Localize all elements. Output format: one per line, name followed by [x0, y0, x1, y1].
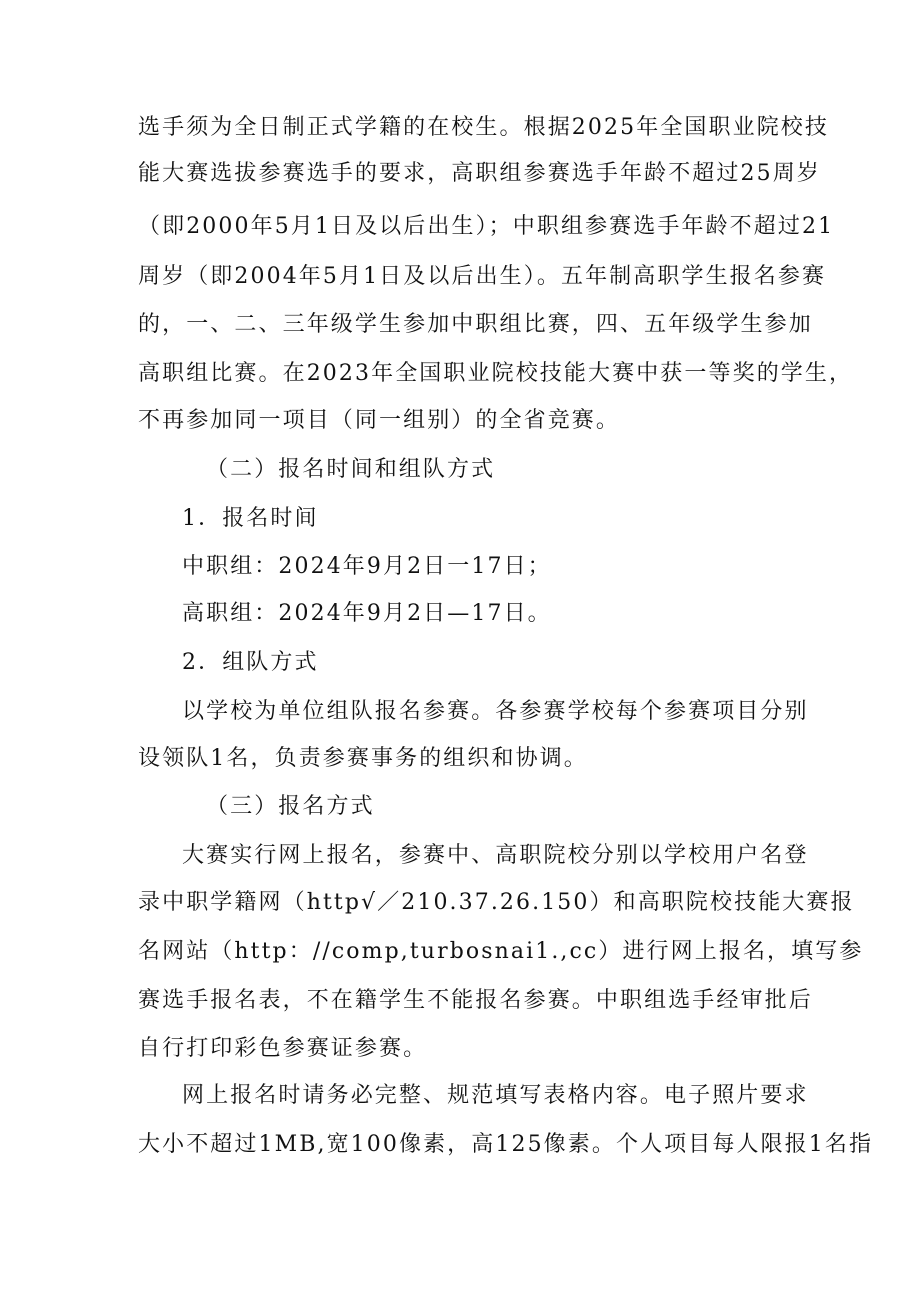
paragraph-line: 能大赛选拔参赛选手的要求，高职组参赛选手年龄不超过25周岁: [138, 161, 821, 186]
section-heading: （三）报名方式: [206, 794, 375, 819]
paragraph-line: 设领队1名，负责参赛事务的组织和协调。: [138, 746, 588, 771]
paragraph-line: 自行打印彩色参赛证参赛。: [138, 1036, 428, 1061]
paragraph-line: 高职组：2024年9月2日—17日。: [182, 601, 552, 626]
paragraph-line: 不再参加同一项目（同一组别）的全省竞赛。: [138, 408, 621, 433]
paragraph-line: 网上报名时请务必完整、规范填写表格内容。电子照片要求: [182, 1083, 809, 1108]
paragraph-line: 中职组：2024年9月2日一17日；: [182, 554, 552, 579]
subsection-heading: 1．报名时间: [182, 506, 319, 531]
paragraph-line: 名网站（http：//comp,turbosnai1.,cc）进行网上报名，填写参: [138, 939, 864, 964]
paragraph-line: 赛选手报名表，不在籍学生不能报名参赛。中职组选手经审批后: [138, 988, 813, 1013]
paragraph-line: 大赛实行网上报名，参赛中、高职院校分别以学校用户名登: [182, 843, 809, 868]
paragraph-line: 高职组比赛。在2023年全国职业院校技能大赛中获一等奖的学生，: [138, 361, 854, 386]
paragraph-line: 以学校为单位组队报名参赛。各参赛学校每个参赛项目分别: [182, 699, 809, 724]
paragraph-line: （即2000年5月1日及以后出生）；中职组参赛选手年龄不超过21: [138, 214, 835, 239]
paragraph-line: 录中职学籍网（http√／210.37.26.150）和高职院校技能大赛报: [138, 890, 855, 915]
section-heading: （二）报名时间和组队方式: [206, 457, 496, 482]
paragraph-line: 大小不超过1MB,宽100像素，高125像素。个人项目每人限报1名指: [138, 1132, 874, 1157]
paragraph-line: 的，一、二、三年级学生参加中职组比赛，四、五年级学生参加: [138, 312, 813, 337]
subsection-heading: 2．组队方式: [182, 650, 319, 675]
paragraph-line: 周岁（即2004年5月1日及以后出生）。五年制高职学生报名参赛: [138, 264, 827, 289]
paragraph-line: 选手须为全日制正式学籍的在校生。根据2025年全国职业院校技: [138, 115, 829, 140]
